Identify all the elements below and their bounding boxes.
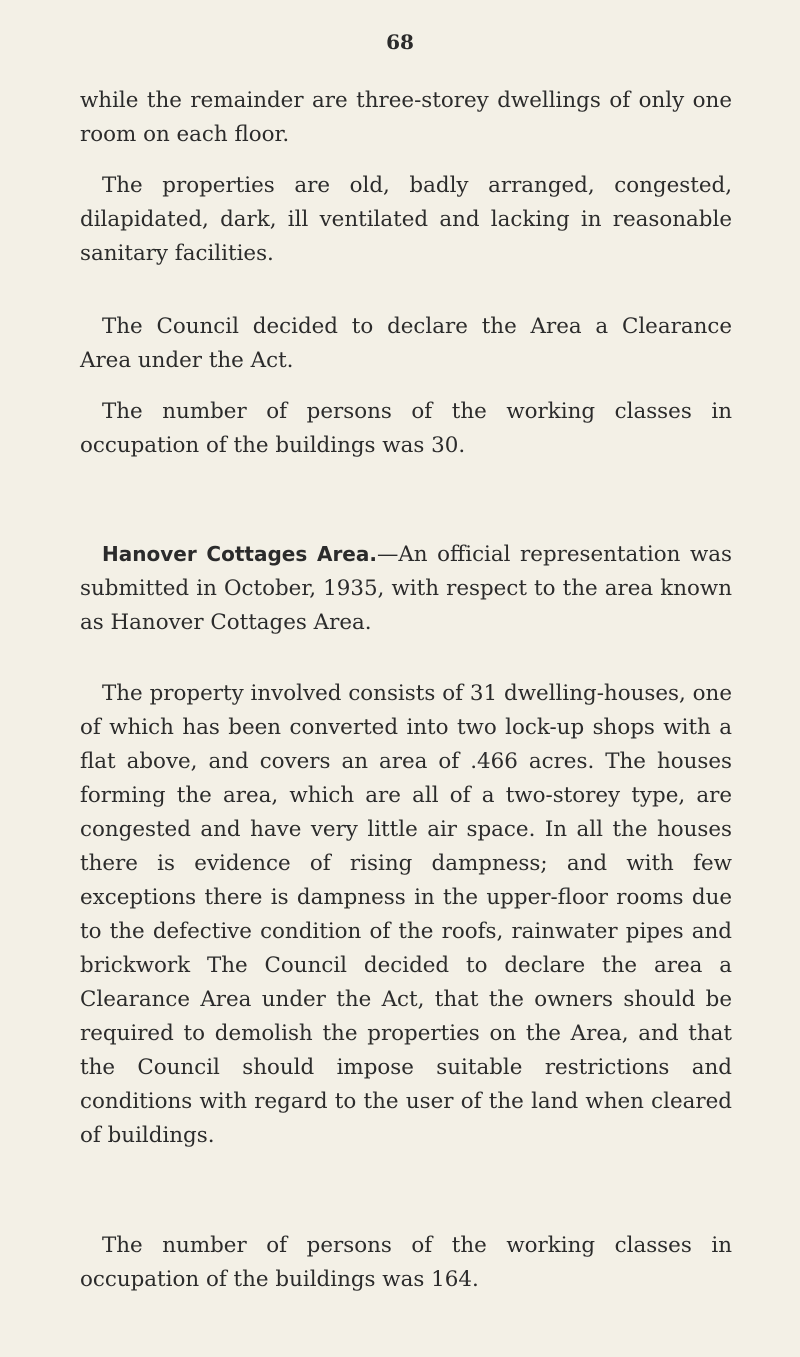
paragraph-council-decision bbox=[80, 310, 732, 378]
paragraph-text: while the remainder are three-storey dwellings of only one room on each floor. bbox=[80, 88, 732, 147]
paragraph-text: The property involved consists of 31 dwelling-houses, one of which has been converted into two lock-up shops with a flat above, and covers an area of .466 acres. The houses forming the area, which are all of a two-storey type, are congested and have very little air space. In all the houses there is evidence of rising dampness; and with few exceptions there is dampness in the upper-floor rooms due to the defective condition of the roofs, rainwater pipes and brickwork The Council decided to declare the area a Clearance Area under the Act, that the owners should be required to demolish the properties on the Area, and that the Council should impose suitable restrictions and conditions with regard to the user of the land when cleared of buildings. bbox=[80, 681, 732, 1148]
paragraph-properties-condition bbox=[80, 169, 732, 271]
paragraph-property-description bbox=[80, 677, 732, 1153]
section-heading: Hanover Cottages Area. bbox=[102, 542, 377, 566]
paragraph-persons-count bbox=[80, 395, 732, 463]
paragraph-persons-count-hanover bbox=[80, 1229, 732, 1297]
paragraph-text: The number of persons of the working classes in occupation of the buildings was 164. bbox=[80, 1233, 732, 1292]
paragraph-text: The properties are old, badly arranged, congested, dilapidated, dark, ill ventilated and lacking in reasonable sanitary facilities. bbox=[80, 173, 732, 266]
section-intro-text: —An official representation was submitted in October, 1935, with respect to the area known as Hanover Cottages Area. bbox=[80, 542, 732, 635]
paragraph-text: The Council decided to declare the Area a Clearance Area under the Act. bbox=[80, 314, 732, 373]
paragraph-text: The number of persons of the working classes in occupation of the buildings was 30. bbox=[80, 399, 732, 458]
section-hanover-cottages bbox=[80, 537, 732, 640]
paragraph-continuation bbox=[80, 84, 732, 152]
page-number: 68 bbox=[386, 30, 414, 54]
